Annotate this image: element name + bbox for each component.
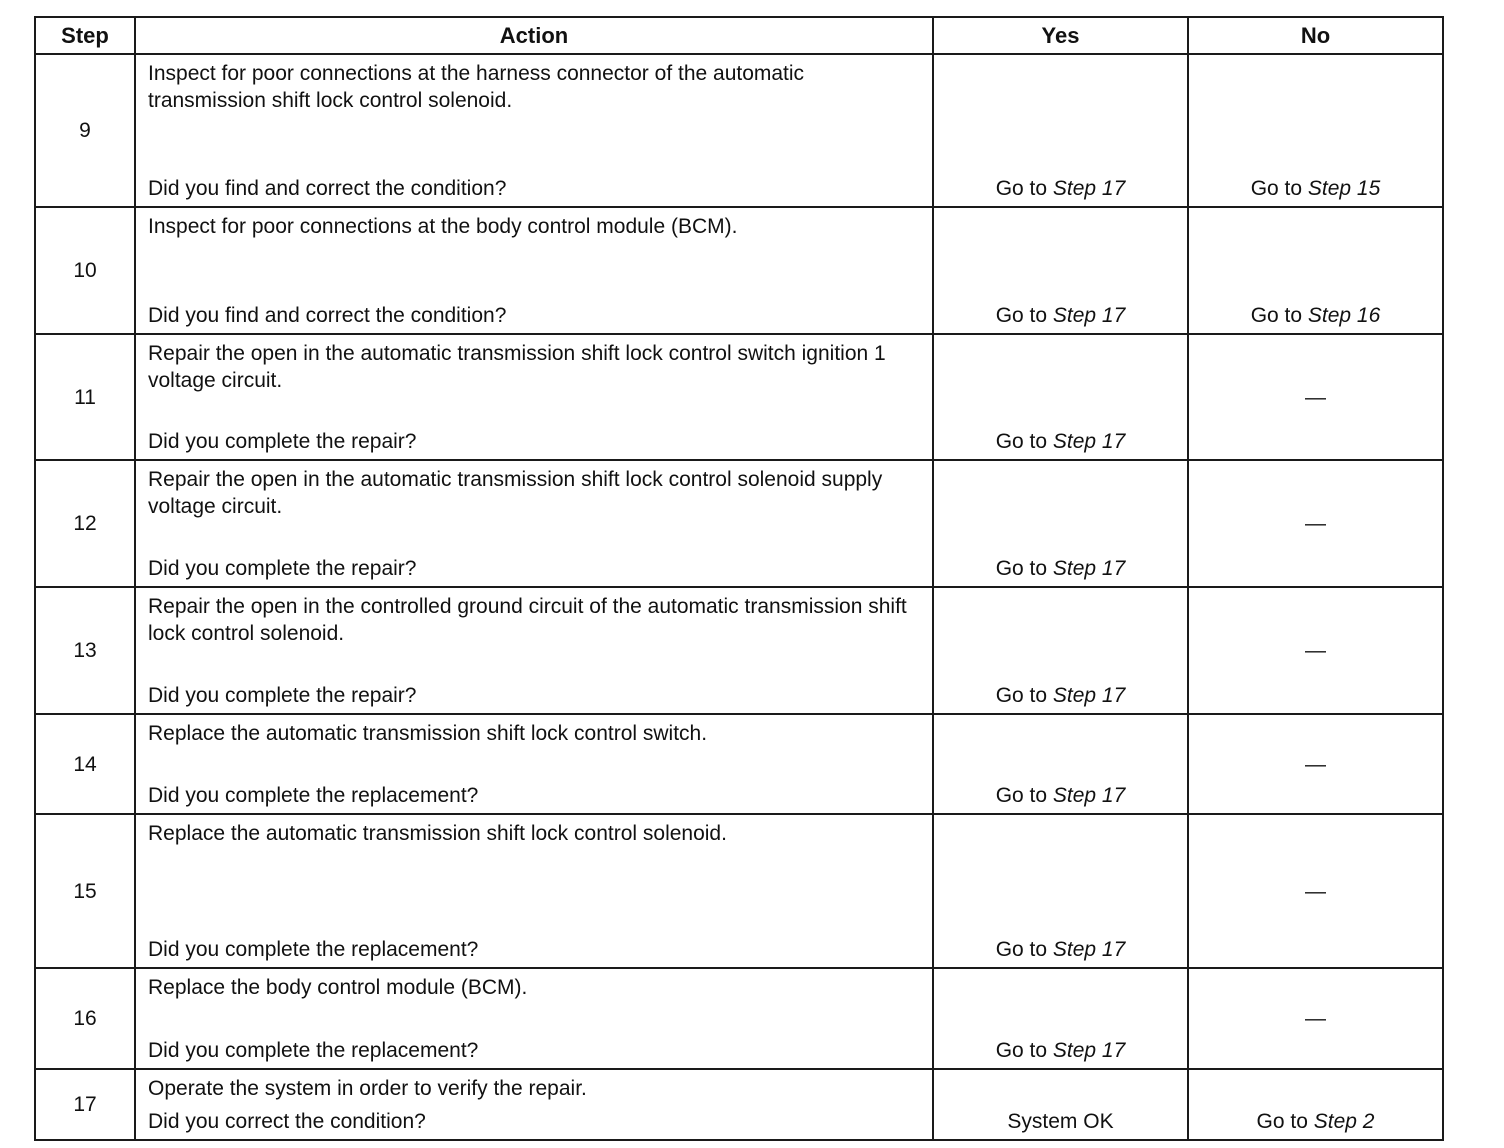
table-row bbox=[35, 714, 1443, 814]
no-cell bbox=[1188, 814, 1443, 968]
action-question: Did you find and correct the condition? bbox=[148, 304, 507, 327]
action-text: Replace the automatic transmission shift lock control solenoid. bbox=[148, 822, 727, 845]
no-prefix: Go to bbox=[1256, 1110, 1314, 1133]
step-number: 11 bbox=[35, 334, 135, 460]
step-number: 15 bbox=[35, 814, 135, 968]
yes-step-ref: Step 17 bbox=[1052, 684, 1126, 707]
step-number: 12 bbox=[35, 460, 135, 587]
header-action: Action bbox=[135, 17, 933, 54]
yes-prefix: Go to bbox=[995, 557, 1053, 580]
no-prefix: Go to bbox=[1250, 177, 1308, 200]
step-number: 17 bbox=[35, 1069, 135, 1140]
yes-prefix: Go to bbox=[995, 177, 1053, 200]
yes-cell bbox=[933, 207, 1188, 334]
table-row bbox=[35, 587, 1443, 714]
action-text: Replace the automatic transmission shift lock control switch. bbox=[148, 722, 708, 745]
action-text: Replace the body control module (BCM). bbox=[148, 976, 528, 999]
no-step-ref: Step 2 bbox=[1313, 1110, 1375, 1133]
action-cell bbox=[135, 587, 933, 714]
action-cell bbox=[135, 54, 933, 207]
action-question: Did you correct the condition? bbox=[148, 1110, 426, 1133]
yes-cell bbox=[933, 714, 1188, 814]
yes-step-ref: Step 17 bbox=[1052, 557, 1126, 580]
no-cell bbox=[1188, 714, 1443, 814]
yes-step-ref: Step 17 bbox=[1052, 938, 1126, 961]
yes-step-ref: Step 17 bbox=[1052, 430, 1126, 453]
no-cell bbox=[1188, 1069, 1443, 1140]
action-cell bbox=[135, 207, 933, 334]
yes-step-ref: Step 17 bbox=[1052, 177, 1126, 200]
no-prefix: Go to bbox=[1250, 304, 1308, 327]
yes-cell bbox=[933, 460, 1188, 587]
table-row bbox=[35, 460, 1443, 587]
step-number: 10 bbox=[35, 207, 135, 334]
yes-cell bbox=[933, 814, 1188, 968]
table-row bbox=[35, 1069, 1443, 1140]
action-text: Repair the open in the automatic transmission shift lock control switch ignition 1 voltage circuit. bbox=[148, 342, 886, 392]
yes-prefix: Go to bbox=[995, 430, 1053, 453]
step-number: 9 bbox=[35, 54, 135, 207]
yes-cell bbox=[933, 587, 1188, 714]
no-cell bbox=[1188, 968, 1443, 1069]
yes-step-ref: Step 17 bbox=[1052, 784, 1126, 807]
yes-cell bbox=[933, 54, 1188, 207]
yes-text: System OK bbox=[1007, 1110, 1114, 1133]
step-number: 14 bbox=[35, 714, 135, 814]
action-text: Repair the open in the controlled ground circuit of the automatic transmission shift lock control solenoid. bbox=[148, 595, 907, 645]
action-cell bbox=[135, 714, 933, 814]
yes-cell bbox=[933, 1069, 1188, 1140]
yes-cell bbox=[933, 334, 1188, 460]
header-yes: Yes bbox=[933, 17, 1188, 54]
action-text: Repair the open in the automatic transmission shift lock control solenoid supply voltage circuit. bbox=[148, 468, 883, 518]
no-cell bbox=[1188, 207, 1443, 334]
no-cell bbox=[1188, 54, 1443, 207]
no-cell bbox=[1188, 587, 1443, 714]
no-dash: — bbox=[1305, 385, 1326, 409]
table-row bbox=[35, 814, 1443, 968]
yes-step-ref: Step 17 bbox=[1052, 1039, 1126, 1062]
action-cell bbox=[135, 814, 933, 968]
no-dash: — bbox=[1305, 752, 1326, 776]
table-row bbox=[35, 207, 1443, 334]
no-cell bbox=[1188, 460, 1443, 587]
table-row bbox=[35, 968, 1443, 1069]
yes-prefix: Go to bbox=[995, 938, 1053, 961]
yes-prefix: Go to bbox=[995, 784, 1053, 807]
action-text: Inspect for poor connections at the body control module (BCM). bbox=[148, 215, 738, 238]
action-question: Did you find and correct the condition? bbox=[148, 177, 507, 200]
table-row bbox=[35, 334, 1443, 460]
yes-prefix: Go to bbox=[995, 1039, 1053, 1062]
step-number: 16 bbox=[35, 968, 135, 1069]
action-question: Did you complete the replacement? bbox=[148, 938, 479, 961]
action-question: Did you complete the replacement? bbox=[148, 784, 479, 807]
step-number: 13 bbox=[35, 587, 135, 714]
action-question: Did you complete the replacement? bbox=[148, 1039, 479, 1062]
yes-cell bbox=[933, 968, 1188, 1069]
action-cell bbox=[135, 1069, 933, 1140]
yes-prefix: Go to bbox=[995, 304, 1053, 327]
no-step-ref: Step 15 bbox=[1307, 177, 1381, 200]
action-text: Inspect for poor connections at the harness connector of the automatic transmission shift lock control solenoid. bbox=[148, 62, 805, 112]
header-no: No bbox=[1188, 17, 1443, 54]
yes-prefix: Go to bbox=[995, 684, 1053, 707]
no-dash: — bbox=[1305, 879, 1326, 903]
no-cell bbox=[1188, 334, 1443, 460]
action-cell bbox=[135, 460, 933, 587]
action-text: Operate the system in order to verify the repair. bbox=[148, 1077, 587, 1100]
no-dash: — bbox=[1305, 639, 1326, 662]
action-question: Did you complete the repair? bbox=[148, 557, 417, 580]
no-dash: — bbox=[1305, 1007, 1326, 1030]
header-step: Step bbox=[35, 17, 135, 54]
yes-step-ref: Step 17 bbox=[1052, 304, 1126, 327]
action-cell bbox=[135, 968, 933, 1069]
action-cell bbox=[135, 334, 933, 460]
no-dash: — bbox=[1305, 512, 1326, 535]
table-row bbox=[35, 54, 1443, 207]
header-row bbox=[35, 17, 1443, 54]
no-step-ref: Step 16 bbox=[1307, 304, 1381, 327]
action-question: Did you complete the repair? bbox=[148, 684, 417, 707]
diagnostic-table bbox=[34, 16, 1444, 1141]
action-question: Did you complete the repair? bbox=[148, 430, 417, 453]
